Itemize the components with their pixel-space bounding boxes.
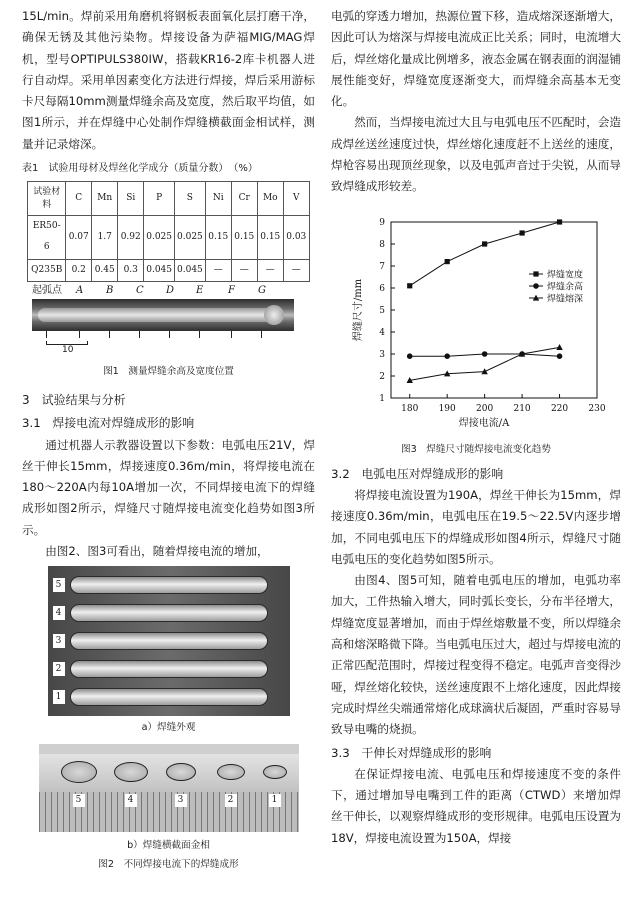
x-tick-label: 210 <box>513 403 531 414</box>
measure-point-label: C <box>136 284 144 296</box>
section-number-label: 4 <box>125 794 137 807</box>
data-point <box>556 344 562 350</box>
measure-tick <box>109 331 110 338</box>
table-cell: 0.2 <box>66 259 92 281</box>
bead-photo <box>32 299 294 331</box>
y-tick-label: 4 <box>379 327 385 338</box>
x-axis-label: 焊接电流/A <box>458 417 510 429</box>
table-cell: 0.15 <box>257 216 283 260</box>
table-row <box>28 259 310 281</box>
measurement-ticks <box>32 331 294 339</box>
paragraph: 15L/min。焊前采用角磨机将钢板表面氧化层打磨干净，确保无锈及其他污染物。焊接设备为萨福MIG/MAG焊机，型号OPTIPULS380IW，搭载KR16-2库卡机器人进行自动焊。采用单因素变化方法进行焊接，焊后采用游标卡尺每隔10mm测量焊缝余高及宽度，然后取平均值，如图1所示，并在焊缝中心处制作焊缝横截面金相试样，测量并记录熔深。 <box>22 9 315 151</box>
legend-label: 焊缝熔深 <box>547 294 584 305</box>
table-header-cell: P <box>144 182 175 216</box>
table-cell: 0.45 <box>92 259 118 281</box>
x-tick-label: 180 <box>401 403 419 414</box>
data-point <box>407 353 413 359</box>
y-tick-label: 5 <box>379 305 385 316</box>
paragraph: 由图4、图5可知，随着电弧电压的增加，电弧功率加大，工件热输入增大，同时弧长变长，分布半径增大，焊缝宽度显著增加，而由于焊丝熔敷量不变，所以焊缝余高和熔深略微下降。当电弧电压过大，超过与焊接电流的正常匹配范围时，焊接过程变得不稳定。电弧声音变得沙哑，焊丝熔化较快，送丝速度跟不上熔化速度，因此焊接完成时焊丝尖端通常熔化成球滴状后凝固，严重时容易导致导电嘴的烧损。 <box>331 573 621 737</box>
data-point <box>482 351 488 357</box>
table-header-cell: Si <box>118 182 144 216</box>
table-cell: Q235B <box>28 259 66 281</box>
y-axis-label: 焊缝尺寸/mm <box>353 278 364 341</box>
measure-tick <box>46 331 47 338</box>
table-header-cell: Mo <box>257 182 283 216</box>
measure-tick <box>261 331 262 338</box>
figure-3 <box>331 208 621 440</box>
measure-tick <box>231 331 232 338</box>
y-tick-label: 6 <box>379 283 385 294</box>
table-cell: 0.15 <box>205 216 231 260</box>
table-cell: 0.025 <box>175 216 206 260</box>
table-cell: — <box>205 259 231 281</box>
plot-frame <box>391 222 597 398</box>
figure-2-caption: 图2 不同焊接电流下的焊缝成形 <box>98 859 239 871</box>
figure-1 <box>22 284 315 360</box>
weld-bead <box>70 604 268 622</box>
x-tick-label: 230 <box>588 403 606 414</box>
measure-point-label: F <box>228 284 235 296</box>
table-cell: 0.025 <box>144 216 175 260</box>
table-header-cell: S <box>175 182 206 216</box>
y-tick-label: 7 <box>379 261 385 272</box>
data-point <box>407 283 412 288</box>
table-cell: — <box>257 259 283 281</box>
figure-2b-caption: b）焊缝横截面金相 <box>127 840 210 852</box>
x-tick-label: 190 <box>438 403 456 414</box>
scale-label: 10 <box>62 344 74 355</box>
figure-1-caption: 图1 测量焊缝余高及宽度位置 <box>103 365 234 377</box>
data-point <box>482 241 487 246</box>
data-point <box>444 353 450 359</box>
table-header-cell: V <box>283 182 309 216</box>
measure-point-label: B <box>106 284 114 296</box>
paragraph: 然而，当焊接电流过大且与电弧电压不匹配时，会造成焊丝送丝速度过快，焊丝熔化速度赶不上送丝的速度，焊枪容易出现顶丝现象，以及电弧声音过于尖锐，从而导致焊缝成形较差。 <box>331 115 621 194</box>
measure-point-label: E <box>196 284 204 296</box>
paragraph: 通过机器人示教器设置以下参数：电弧电压21V，焊丝干伸长15mm，焊接速度0.36m/min，将焊接电流在180～220A内每10A增加一次，不同焊接电流下的焊缝成形如图2所示，焊缝尺寸随焊接电流变化趋势如图3所示。 <box>22 437 315 537</box>
table-cell: 0.045 <box>175 259 206 281</box>
section-number-label: 2 <box>225 794 237 807</box>
figure-2a <box>48 566 290 716</box>
data-point <box>557 219 562 224</box>
figure-2a-caption: a）焊缝外观 <box>141 722 196 734</box>
section-number-label: 5 <box>73 794 85 807</box>
paragraph: 由图2、图3可看出，随着焊接电流的增加， <box>45 544 269 559</box>
paragraph: 将焊接电流设置为190A，焊丝干伸长为15mm，焊接速度0.36m/min，电弧电压在19.5～22.5V内逐步增加，不同电弧电压下的焊缝成形如图4所示，焊缝尺寸随电弧电压的变化趋势如图5所示。 <box>331 487 621 566</box>
table-cell: 0.92 <box>118 216 144 260</box>
figure-1-point-labels <box>32 284 292 298</box>
measure-point-label: A <box>76 284 84 296</box>
measure-tick <box>79 331 80 338</box>
paragraph: 在保证焊接电流、电弧电压和焊接速度不变的条件下，通过增加导电嘴到工件的距离（CTWD）来增加焊丝干伸长，以观察焊缝成形的变形规律。电弧电压设置为18V，焊接电流设置为150A，焊接 <box>331 766 621 845</box>
measure-point-label: 起弧点 <box>32 284 62 296</box>
y-tick-label: 3 <box>379 349 385 360</box>
table-header-cell: Mn <box>92 182 118 216</box>
y-tick-label: 1 <box>379 393 385 404</box>
table-cell: 0.045 <box>144 259 175 281</box>
y-tick-label: 2 <box>379 371 385 382</box>
legend-label: 焊缝余高 <box>547 282 584 293</box>
table-cell: ER50-6 <box>28 216 66 260</box>
table-cell: 1.7 <box>92 216 118 260</box>
data-point <box>557 353 563 359</box>
measure-tick <box>169 331 170 338</box>
data-point <box>445 259 450 264</box>
table-cell: — <box>231 259 257 281</box>
bead-number-label: 3 <box>53 634 65 648</box>
measure-tick <box>199 331 200 338</box>
table-row <box>28 216 310 260</box>
measure-tick <box>139 331 140 338</box>
bead-number-label: 5 <box>53 578 65 592</box>
weld-cross-section <box>263 765 287 779</box>
table-header-cell: 试验材料 <box>28 182 66 216</box>
left-column <box>22 6 315 873</box>
figure-3-caption: 图3 焊缝尺寸随焊接电流变化趋势 <box>400 443 551 455</box>
weld-cross-section <box>166 763 196 781</box>
weld-cross-section <box>61 761 97 783</box>
weld-cross-section <box>217 764 245 780</box>
section-3-2-heading: 3.2 电弧电压对焊缝成形的影响 <box>331 466 504 481</box>
measure-point-label: D <box>166 284 175 296</box>
table-cell: 0.03 <box>283 216 309 260</box>
measure-point-label: G <box>258 284 266 296</box>
paragraph: 电弧的穿透力增加，热源位置下移，造成熔深逐渐增大，因此可认为熔深与焊接电流成正比关系；同时，电流增大后，焊丝熔化量成比例增多，液态金属在钢表面的润湿铺展性能变好，焊缝宽度逐渐变大，而焊缝余高基本无变化。 <box>331 9 621 109</box>
bead-number-label: 1 <box>53 690 65 704</box>
table-header-cell: Cr <box>231 182 257 216</box>
right-column <box>331 6 621 849</box>
x-tick-label: 220 <box>550 403 569 414</box>
weld-bead <box>70 688 268 706</box>
table-cell: 0.07 <box>66 216 92 260</box>
table-header-cell: C <box>66 182 92 216</box>
x-tick-label: 200 <box>476 403 494 414</box>
section-3-1-heading: 3.1 焊接电流对焊缝成形的影响 <box>22 416 195 431</box>
section-3-heading: 3 试验结果与分析 <box>22 392 126 407</box>
legend-marker <box>533 283 539 289</box>
weld-bead <box>70 576 268 594</box>
weld-size-chart <box>331 208 621 440</box>
table-header-row <box>28 182 310 216</box>
section-number-label: 3 <box>175 794 187 807</box>
y-tick-label: 9 <box>379 217 385 228</box>
bead-number-label: 4 <box>53 606 65 620</box>
bead-number-label: 2 <box>53 662 65 676</box>
weld-bead <box>70 660 268 678</box>
weld-cross-section <box>114 762 148 782</box>
figure-2b <box>39 744 299 832</box>
legend-label: 焊缝宽度 <box>547 270 584 281</box>
data-point <box>519 230 524 235</box>
table1 <box>22 159 315 282</box>
table-cell: 0.15 <box>231 216 257 260</box>
y-tick-label: 8 <box>379 239 385 250</box>
table-caption: 表1 试验用母材及焊丝化学成分（质量分数） （%） <box>22 163 258 175</box>
section-number-label: 1 <box>269 794 281 807</box>
weld-bead <box>70 632 268 650</box>
data-point <box>481 368 487 374</box>
section-3-3-heading: 3.3 干伸长对焊缝成形的影响 <box>331 745 492 760</box>
table-header-cell: Ni <box>205 182 231 216</box>
table-cell: — <box>283 259 309 281</box>
table-cell: 0.3 <box>118 259 144 281</box>
composition-table <box>27 181 310 282</box>
legend-marker <box>533 271 538 276</box>
